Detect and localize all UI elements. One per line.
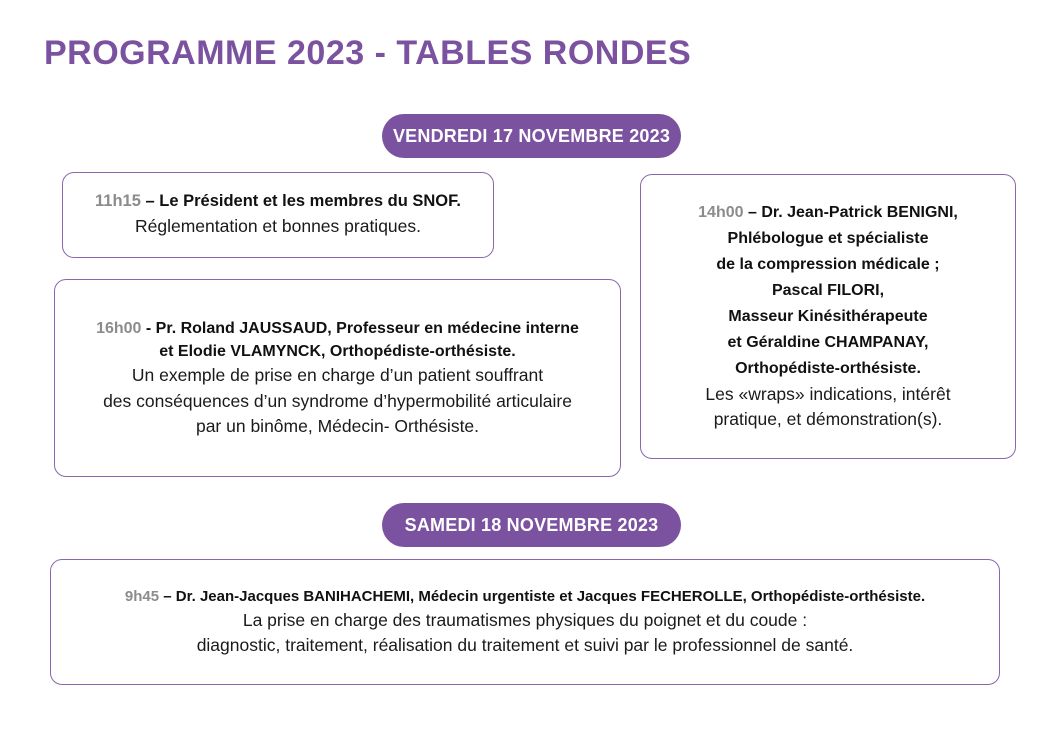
session-heading bbox=[125, 586, 925, 608]
separator: – bbox=[140, 192, 160, 211]
speaker-line: Dr. Jean-Jacques BANIHACHEMI, Médecin urgentiste et Jacques FECHEROLLE, Orthopédiste-orthésiste. bbox=[175, 587, 926, 605]
session-description bbox=[705, 382, 950, 433]
speaker-line: Pr. Roland JAUSSAUD, Professeur en médecine interne bbox=[155, 319, 579, 337]
day-label-saturday: SAMEDI 18 NOVEMBRE 2023 bbox=[382, 503, 681, 547]
session-description bbox=[197, 608, 854, 659]
speaker-line: Dr. Jean-Patrick BENIGNI, bbox=[761, 204, 958, 222]
session-card-0945 bbox=[50, 559, 1000, 685]
session-card-1400 bbox=[640, 174, 1016, 459]
description-line: Un exemple de prise en charge d’un patient souffrant bbox=[131, 365, 544, 386]
session-description: Réglementation et bonnes pratiques. bbox=[134, 216, 422, 237]
separator: – bbox=[159, 587, 176, 605]
description-line: par un binôme, Médecin- Orthésiste. bbox=[195, 415, 480, 436]
description-line: Les «wraps» indications, intérêt bbox=[705, 383, 951, 404]
speaker-line: Orthopédiste-orthésiste. bbox=[735, 359, 921, 377]
session-time: 11h15 bbox=[95, 192, 141, 211]
description-line: pratique, et démonstration(s). bbox=[713, 409, 943, 430]
page-title: PROGRAMME 2023 - TABLES RONDES bbox=[44, 34, 692, 72]
description-line: diagnostic, traitement, réalisation du traitement et suivi par le professionnel de santé. bbox=[196, 634, 854, 655]
speaker-line: Pascal FILORI, bbox=[771, 282, 885, 300]
session-time: 16h00 bbox=[96, 319, 142, 337]
session-time: 14h00 bbox=[698, 204, 744, 222]
session-heading bbox=[698, 200, 958, 381]
speaker-line: et Géraldine CHAMPANAY, bbox=[727, 333, 929, 351]
session-description bbox=[103, 363, 572, 439]
session-heading bbox=[95, 190, 461, 214]
speaker-line: Phlébologue et spécialiste bbox=[727, 230, 929, 248]
description-line: des conséquences d’un syndrome d’hypermobilité articulaire bbox=[103, 390, 572, 411]
session-card-1115 bbox=[62, 172, 494, 258]
separator: - bbox=[141, 319, 156, 337]
description-line: La prise en charge des traumatismes physiques du poignet et du coude : bbox=[242, 609, 808, 630]
speaker-line: Le Président et les membres du SNOF. bbox=[159, 192, 461, 211]
session-time: 9h45 bbox=[124, 587, 160, 605]
day-label-friday: VENDREDI 17 NOVEMBRE 2023 bbox=[382, 114, 681, 158]
speaker-line: et Elodie VLAMYNCK, Orthopédiste-orthésiste. bbox=[159, 342, 516, 360]
separator: – bbox=[743, 204, 762, 222]
session-heading bbox=[96, 317, 579, 363]
speaker-line: Masseur Kinésithérapeute bbox=[728, 308, 928, 326]
session-card-1600 bbox=[54, 279, 621, 477]
speaker-line: de la compression médicale ; bbox=[716, 256, 940, 274]
